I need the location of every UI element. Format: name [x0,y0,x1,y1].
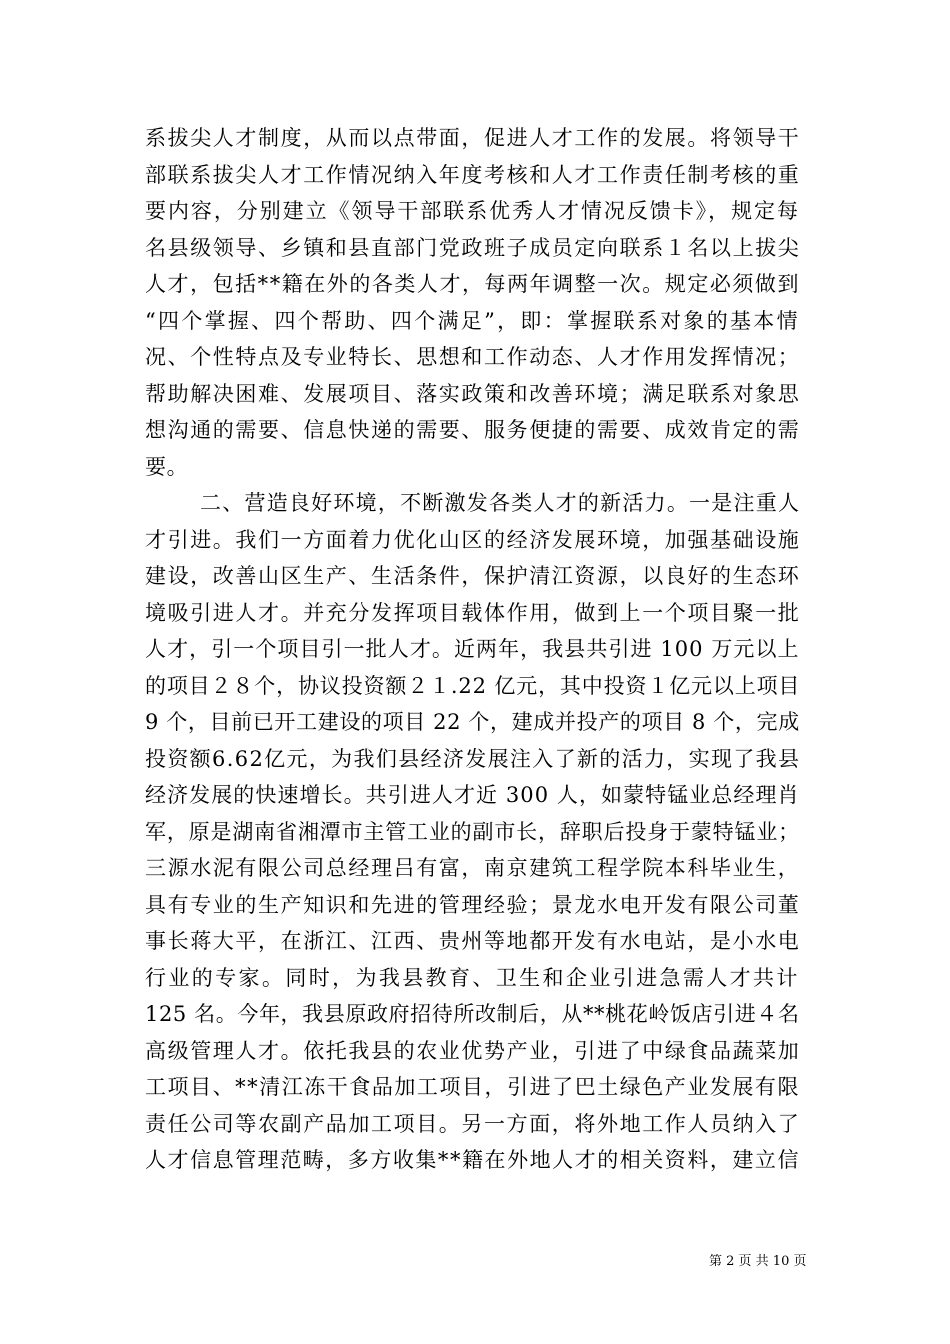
text-line: 系拔尖人才制度，从而以点带面，促进人才工作的发展。将领导干 [145,126,801,150]
text-line: 高级管理人才。依托我县的农业优势产业，引进了中绿食品蔬菜加 [145,1038,801,1063]
text-line: 况、个性特点及专业特长、思想和工作动态、人才作用发挥情况； [145,345,801,369]
text-line: 人才，包括**籍在外的各类人才，每两年调整一次。规定必须做到 [145,272,800,296]
text-line: 才引进。我们一方面着力优化山区的经济发展环境，加强基础设施 [145,527,801,552]
text-line: 事长蒋大平，在浙江、江西、贵州等地都开发有水电站，是小水电 [145,929,801,953]
text-line: 具有专业的生产知识和先进的管理经验；景龙水电开发有限公司董 [145,892,801,917]
text-line: 建设，改善山区生产、生活条件，保护清江资源，以良好的生态环 [145,564,801,588]
text-line: 125 名。今年，我县原政府招待所改制后，从**桃花岭饭店引进４名 [145,1002,800,1026]
text-line: 要。 [145,454,189,479]
text-line: 的项目２８个，协议投资额２１.22 亿元，其中投资１亿元以上项目 [145,673,801,698]
text-line: 帮助解决困难、发展项目、落实政策和改善环境；满足联系对象思 [145,381,801,406]
text-line: 境吸引进人才。并充分发挥项目载体作用，做到上一个项目聚一批 [145,600,801,625]
text-line: 工项目、**清江冻干食品加工项目，引进了巴土绿色产业发展有限 [145,1075,800,1099]
text-line: 投资额6.62亿元，为我们县经济发展注入了新的活力，实现了我县 [145,746,801,771]
text-line: 人才，引一个项目引一批人才。近两年，我县共引进 100 万元以上 [145,637,800,661]
text-line: 行业的专家。同时，为我县教育、卫生和企业引进急需人才共计 [145,965,800,990]
text-line: 名县级领导、乡镇和县直部门党政班子成员定向联系１名以上拔尖 [145,235,801,260]
text-line: 军，原是湖南省湘潭市主管工业的副市长，辞职后投身于蒙特锰业； [145,819,800,844]
text-line: 9 个，目前已开工建设的项目 22 个，建成并投产的项目 8 个，完成 [145,710,800,734]
text-line: 部联系拔尖人才工作情况纳入年度考核和人才工作责任制考核的重 [145,162,801,187]
text-line: 要内容，分别建立《领导干部联系优秀人才情况反馈卡》，规定每 [145,199,800,223]
text-line: 想沟通的需要、信息快递的需要、服务便捷的需要、成效肯定的需 [145,418,801,442]
text-line: “四个掌握、四个帮助、四个满足”，即：掌握联系对象的基本情 [145,308,800,333]
text-line: 二、营造良好环境，不断激发各类人才的新活力。一是注重人 [200,491,801,515]
text-line: 责任公司等农副产品加工项目。另一方面，将外地工作人员纳入了 [145,1111,801,1136]
page-footer: 第 2 页 共 10 页 [709,1254,807,1269]
text-line: 三源水泥有限公司总经理吕有富，南京建筑工程学院本科毕业生， [145,856,801,880]
text-line: 人才信息管理范畴，多方收集**籍在外地人才的相关资料，建立信 [145,1148,800,1172]
text-line: 经济发展的快速增长。共引进人才近 300 人，如蒙特锰业总经理肖 [145,783,800,807]
